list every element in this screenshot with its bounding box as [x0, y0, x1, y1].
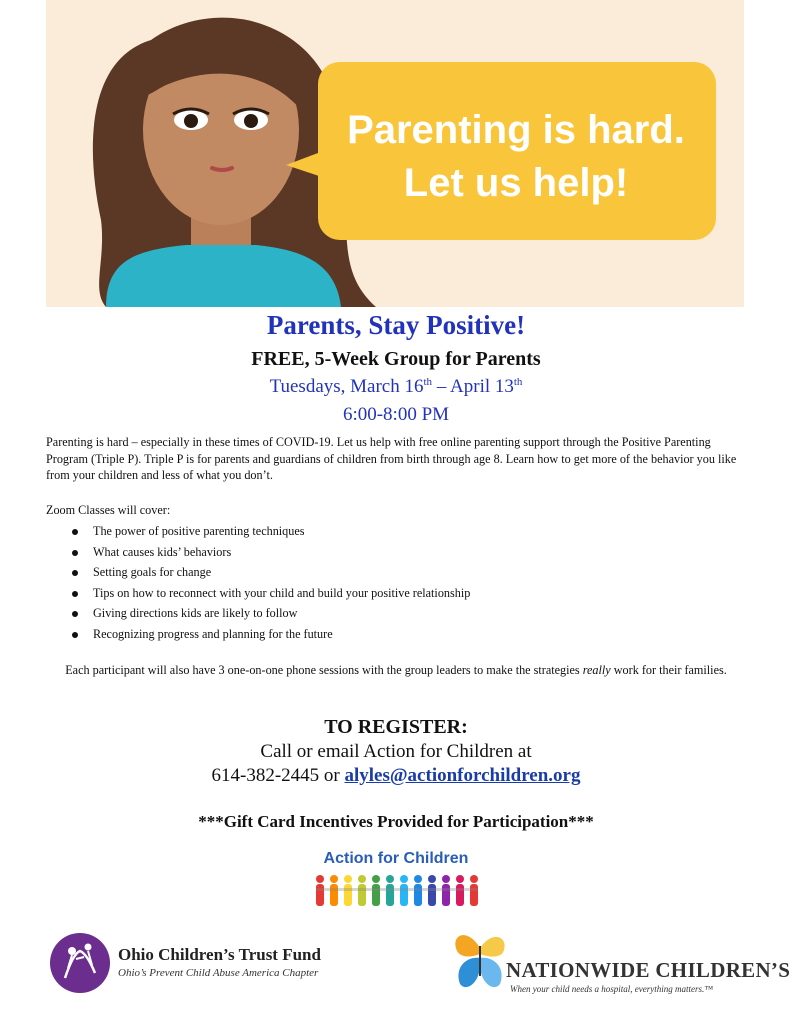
- hero-illustration: [46, 0, 744, 307]
- dates-sup-1: th: [423, 376, 433, 388]
- email-link[interactable]: alyles@actionforchildren.org: [344, 765, 581, 786]
- dates-start: Tuesdays, March 16: [269, 376, 424, 397]
- action-for-children-logo: [306, 848, 486, 918]
- bullet-icon: [72, 632, 78, 638]
- butterfly-icon: [450, 928, 510, 994]
- nationwide-childrens-logo: [450, 928, 791, 998]
- dates-sup-2: th: [513, 376, 523, 388]
- class-dates: [0, 376, 792, 398]
- bubble-line-2: Let us help!: [403, 161, 629, 205]
- bubble-line-1: Parenting is hard.: [347, 108, 685, 152]
- list-item: The power of positive parenting techniques: [46, 521, 746, 542]
- dates-end: – April 13: [432, 376, 514, 397]
- nch-tagline: When your child needs a hospital, everything matters.™: [510, 984, 714, 994]
- list-item: What causes kids’ behaviors: [46, 542, 746, 563]
- phone-number: 614-382-2445 or: [211, 765, 345, 786]
- intro-paragraph: Parenting is hard – especially in these times of COVID-19. Let us help with free online parenting support through the Positive Parenting Program (Triple P). Triple P is for parents and guardians of children from birth through age 8. Learn how to get more of the behavior you like from your children and less of what you don’t.: [46, 435, 737, 482]
- bullet-icon: [72, 529, 78, 535]
- register-heading: TO REGISTER:: [324, 716, 468, 738]
- sessions-paragraph: Each participant will also have 3 one-on-one phone sessions with the group leaders to make the strategies really work for their families.: [65, 663, 727, 677]
- ohio-childrens-trust-fund-logo: [50, 933, 340, 999]
- octf-tagline: Ohio’s Prevent Child Abuse America Chapter: [118, 967, 319, 979]
- woman-illustration: [46, 0, 744, 307]
- class-time: 6:00-8:00 PM: [342, 404, 450, 425]
- bullet-icon: [72, 550, 78, 556]
- list-item: Setting goals for change: [46, 562, 746, 583]
- covers-label: Zoom Classes will cover:: [46, 503, 171, 517]
- register-line: Call or email Action for Children at: [260, 741, 532, 762]
- list-item: Giving directions kids are likely to follow: [46, 603, 746, 624]
- page-title: Parents, Stay Positive!: [266, 310, 526, 340]
- nch-name: NATIONWIDE CHILDREN’S: [506, 958, 791, 982]
- topics-list: [46, 521, 746, 645]
- list-item: Recognizing progress and planning for the future: [46, 624, 746, 645]
- octf-name: Ohio Children’s Trust Fund: [118, 945, 321, 964]
- afc-logo-text: Action for Children: [323, 850, 469, 867]
- gift-card-note: ***Gift Card Incentives Provided for Participation***: [198, 812, 594, 831]
- register-contact: [0, 765, 792, 787]
- page-subtitle: FREE, 5-Week Group for Parents: [251, 348, 541, 370]
- bullet-icon: [72, 611, 78, 617]
- children-chain-icon: [312, 873, 480, 909]
- bullet-icon: [72, 591, 78, 597]
- bullet-icon: [72, 570, 78, 576]
- list-item: Tips on how to reconnect with your child and build your positive relationship: [46, 583, 746, 604]
- octf-emblem-icon: [50, 933, 110, 993]
